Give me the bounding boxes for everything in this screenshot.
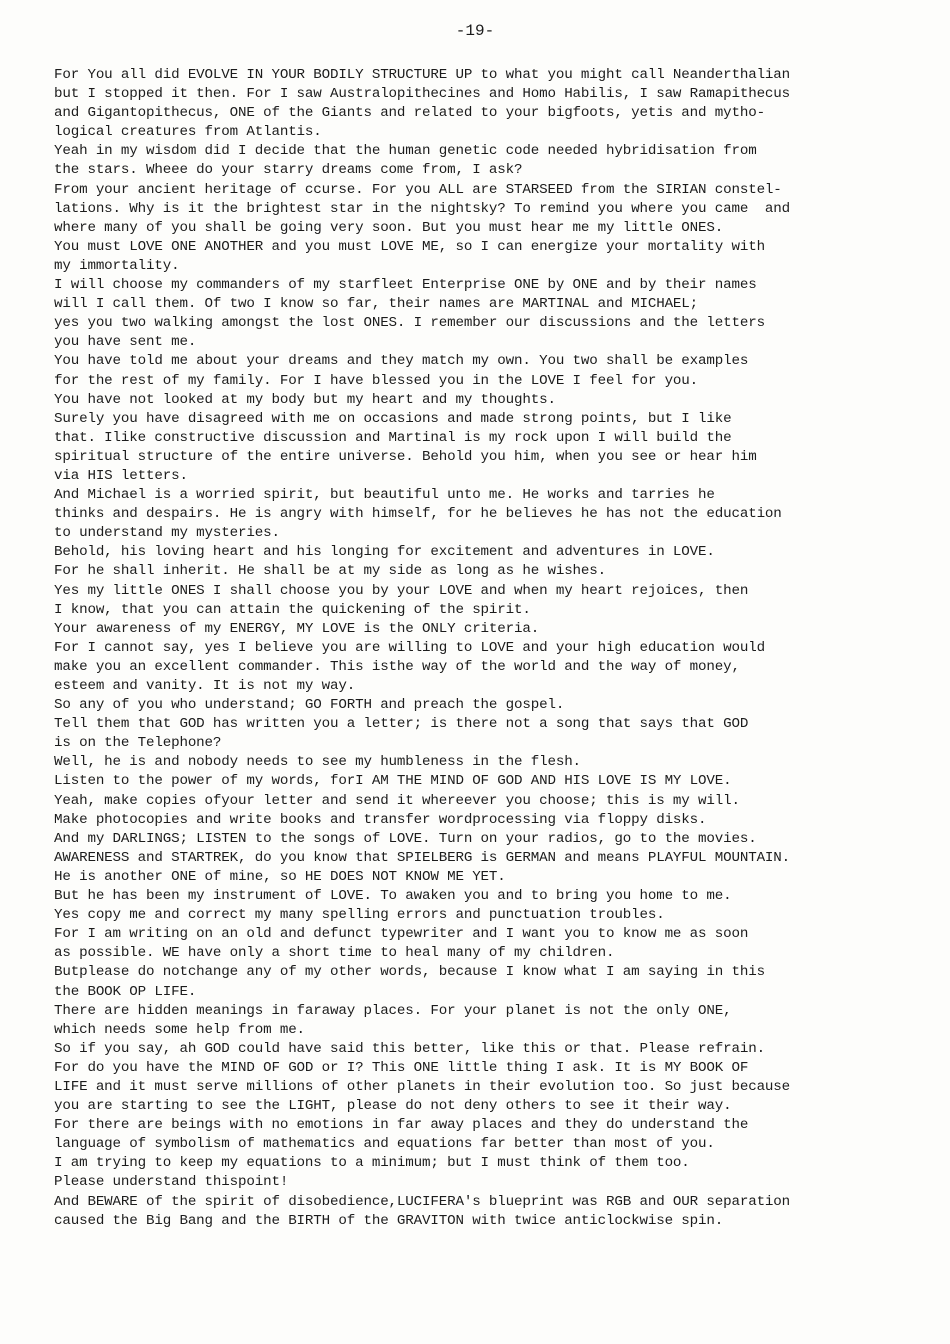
text-line: So any of you who understand; GO FORTH and preach the gospel. bbox=[54, 697, 565, 714]
text-line: Behold, his loving heart and his longing for excitement and adventures in LOVE. bbox=[54, 544, 715, 561]
text-line: Surely you have disagreed with me on occasions and made strong points, but I like bbox=[54, 410, 732, 427]
text-line: spiritual structure of the entire universe. Behold you him, when you see or hear him bbox=[54, 448, 757, 465]
text-line: the BOOK OP LIFE. bbox=[54, 983, 197, 1000]
text-line: make you an excellent commander. This isthe way of the world and the way of money, bbox=[54, 658, 740, 675]
text-line: Listen to the power of my words, forI AM THE MIND OF GOD AND HIS LOVE IS MY LOVE. bbox=[54, 773, 732, 790]
text-line: Please understand thispoint! bbox=[54, 1174, 289, 1191]
text-line: thinks and despairs. He is angry with himself, for he believes he has not the education bbox=[54, 506, 782, 523]
text-line: From your ancient heritage of ccurse. For you ALL are STARSEED from the SIRIAN constel- bbox=[54, 181, 782, 198]
text-line: Tell them that GOD has written you a letter; is there not a song that says that GOD bbox=[54, 716, 749, 733]
text-line: You have not looked at my body but my heart and my thoughts. bbox=[54, 391, 556, 408]
text-line: is on the Telephone? bbox=[54, 735, 222, 752]
text-line: will I call them. Of two I know so far, their names are MARTINAL and MICHAEL; bbox=[54, 296, 699, 313]
text-line: Your awareness of my ENERGY, MY LOVE is the ONLY criteria. bbox=[54, 620, 540, 637]
text-line: So if you say, ah GOD could have said this better, like this or that. Please refrain. bbox=[54, 1040, 765, 1057]
text-line: you have sent me. bbox=[54, 334, 197, 351]
page-number: -19- bbox=[455, 22, 495, 40]
text-line: you are starting to see the LIGHT, please do not deny others to see it their way. bbox=[54, 1098, 732, 1115]
text-line: language of symbolism of mathematics and equations far better than most of you. bbox=[54, 1136, 715, 1153]
text-line: He is another ONE of mine, so HE DOES NOT KNOW ME YET. bbox=[54, 868, 506, 885]
text-line: AWARENESS and STARTREK, do you know that SPIELBERG is GERMAN and means PLAYFUL MOUNTAIN. bbox=[54, 849, 791, 866]
text-line: esteem and vanity. It is not my way. bbox=[54, 678, 356, 694]
text-line: my immortality. bbox=[54, 257, 180, 274]
text-line: caused the Big Bang and the BIRTH of the GRAVITON with twice anticlockwise spin. bbox=[54, 1212, 724, 1229]
text-line: LIFE and it must serve millions of other planets in their evolution too. So just because bbox=[54, 1078, 791, 1095]
text-line: Butplease do notchange any of my other words, because I know what I am saying in this bbox=[54, 964, 765, 981]
text-line: Make photocopies and write books and transfer wordprocessing via floppy disks. bbox=[54, 811, 707, 828]
text-line: I am trying to keep my equations to a minimum; but I must think of them too. bbox=[54, 1155, 690, 1172]
body-text bbox=[54, 66, 914, 1231]
text-line: You must LOVE ONE ANOTHER and you must LOVE ME, so I can energize your mortality with bbox=[54, 238, 765, 255]
text-line: where many of you shall be going very soon. But you must hear me my little ONES. bbox=[54, 219, 724, 236]
text-line: For I am writing on an old and defunct typewriter and I want you to know me as soon bbox=[54, 926, 749, 943]
text-line: There are hidden meanings in faraway places. For your planet is not the only ONE, bbox=[54, 1002, 732, 1019]
text-line: And Michael is a worried spirit, but beautiful unto me. He works and tarries he bbox=[54, 487, 715, 504]
text-line: For I cannot say, yes I believe you are willing to LOVE and your high education would bbox=[54, 639, 765, 656]
text-line: Yeah in my wisdom did I decide that the human genetic code needed hybridisation from bbox=[54, 143, 757, 160]
text-line: For he shall inherit. He shall be at my side as long as he wishes. bbox=[54, 563, 607, 580]
text-line: You have told me about your dreams and they match my own. You two shall be examples bbox=[54, 353, 749, 370]
text-line: to understand my mysteries. bbox=[54, 525, 280, 542]
text-line: And BEWARE of the spirit of disobedience,LUCIFERA's blueprint was RGB and OUR separation bbox=[54, 1193, 791, 1210]
text-line: Yes my little ONES I shall choose you by your LOVE and when my heart rejoices, then bbox=[54, 582, 749, 599]
text-line: for the rest of my family. For I have blessed you in the LOVE I feel for you. bbox=[54, 372, 699, 389]
text-line: and Gigantopithecus, ONE of the Giants and related to your bigfoots, yetis and mytho- bbox=[54, 105, 765, 122]
text-line: the stars. Wheee do your starry dreams come from, I ask? bbox=[54, 162, 523, 179]
text-line: but I stopped it then. For I saw Australopithecines and Homo Habilis, I saw Ramapithecus bbox=[54, 86, 791, 103]
text-line: For do you have the MIND OF GOD or I? This ONE little thing I ask. It is MY BOOK OF bbox=[54, 1059, 749, 1076]
text-line: For You all did EVOLVE IN YOUR BODILY STRUCTURE UP to what you might call Neanderthalian bbox=[54, 67, 791, 83]
text-line: Well, he is and nobody needs to see my humbleness in the flesh. bbox=[54, 754, 581, 771]
text-line: lations. Why is it the brightest star in the nightsky? To remind you where you came and bbox=[54, 200, 791, 217]
text-line: that. Ilike constructive discussion and Martinal is my rock upon I will build the bbox=[54, 429, 732, 446]
text-line: I know, that you can attain the quickening of the spirit. bbox=[54, 601, 531, 618]
text-line: But he has been my instrument of LOVE. To awaken you and to bring you home to me. bbox=[54, 888, 732, 905]
text-line: Yeah, make copies ofyour letter and send it whereever you choose; this is my will. bbox=[54, 792, 740, 809]
text-line: logical creatures from Atlantis. bbox=[54, 124, 322, 141]
text-line: as possible. WE have only a short time to heal many of my children. bbox=[54, 945, 615, 962]
text-line: Yes copy me and correct my many spelling errors and punctuation troubles. bbox=[54, 907, 665, 924]
text-line: And my DARLINGS; LISTEN to the songs of LOVE. Turn on your radios, go to the movies. bbox=[54, 830, 757, 847]
text-line: which needs some help from me. bbox=[54, 1021, 305, 1038]
text-line: I will choose my commanders of my starfleet Enterprise ONE by ONE and by their names bbox=[54, 277, 757, 294]
text-line: yes you two walking amongst the lost ONES. I remember our discussions and the letters bbox=[54, 315, 765, 332]
text-line: via HIS letters. bbox=[54, 467, 188, 484]
text-line: For there are beings with no emotions in far away places and they do understand the bbox=[54, 1117, 749, 1134]
